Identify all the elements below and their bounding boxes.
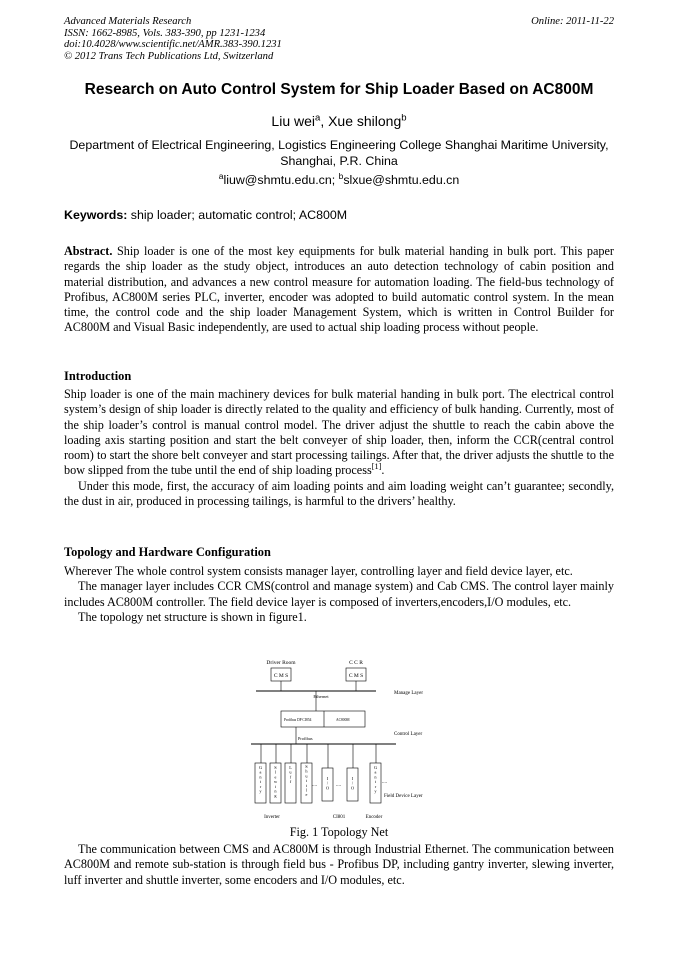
figure-caption: Fig. 1 Topology Net xyxy=(289,825,389,839)
authors xyxy=(40,113,638,129)
author-sup: b xyxy=(401,112,407,124)
fig-label: .... xyxy=(382,780,387,785)
abstract-label: Abstract. xyxy=(64,244,113,258)
affiliation: Department of Electrical Engineering, Logistics Engineering College Shanghai Maritime University, Shanghai, P.R. China xyxy=(69,138,609,168)
emails xyxy=(40,170,638,187)
fig-label: CI801 xyxy=(332,815,346,820)
fig-label: Field Device Layer xyxy=(384,794,423,799)
fig-label: Encoder xyxy=(365,815,383,820)
section-heading: Topology and Hardware Configuration xyxy=(64,545,271,559)
keywords-label: Keywords: xyxy=(64,208,128,222)
header-line: ISSN: 1662-8985, Vols. 383-390, pp 1231-1234 xyxy=(64,27,266,39)
fig-label: I / O xyxy=(325,776,330,791)
fig-label: Manage Layer xyxy=(394,691,424,696)
paragraph: The communication between CMS and AC800M is through Industrial Ethernet. The communication between AC800M and remote sub-station is through field bus - Profibus DP, including gantry inverter, slewing inverter, luff inverter and shuttle inverter, some encoders and I/O modules, etc. xyxy=(64,842,614,887)
fig-label: G a n t r y xyxy=(258,765,263,794)
section-heading: Introduction xyxy=(64,369,132,383)
fig-label: S h u t t l e xyxy=(305,764,308,798)
fig-label: .... xyxy=(312,783,317,788)
fig-label: I / O xyxy=(350,776,355,791)
email: liuw@shmtu.edu.cn; xyxy=(223,173,339,187)
citation[interactable]: [1] xyxy=(371,462,382,472)
author-name: Liu wei xyxy=(271,113,316,129)
fig-label: Profibus DP CI854 xyxy=(284,718,312,722)
email-sup: a xyxy=(218,170,224,181)
fig-label: Control Layer xyxy=(394,732,423,737)
fig-label: Profibus xyxy=(298,736,313,741)
fig-label: .... xyxy=(336,783,341,788)
closing-paragraph xyxy=(64,842,614,888)
introduction-body xyxy=(64,387,614,509)
journal-header xyxy=(64,16,282,62)
paragraph: The manager layer includes CCR CMS(control and manage system) and Cab CMS. The control layer mainly includes AC800M controller. The field device layer is composed of inverters,encoders,I/O modules, etc. xyxy=(64,579,614,609)
fig-label: C M S xyxy=(273,673,289,679)
fig-label: Driver Room xyxy=(266,660,296,666)
fig-label: AC800M xyxy=(336,718,350,722)
paragraph: Ship loader is one of the main machinery devices for bulk material handing in bulk port. The electrical control system’s design of ship loader is directly related to the quality and efficiency of bulk handing. Currently, most of the ship loader’s control is manual control model. The driver adjust the shuttle to reach the cabin above the loading axis starting position and start the belt conveyer of ship loader, then, inform the CCR(central control room) to start the shore belt conveyer and start processing tailings. After that, the driver adjusts the shuttle to the bow slipped from the tube until the end of ship loading process xyxy=(64,387,614,478)
fig-label: L u f f xyxy=(289,765,292,785)
topology-figure xyxy=(246,656,446,822)
author-name: Xue shilong xyxy=(328,113,402,129)
fig-label: Ethernet xyxy=(313,694,329,699)
header-line: Advanced Materials Research xyxy=(64,16,192,27)
fig-label: Inverter xyxy=(264,815,280,820)
fig-label: G a n t r y xyxy=(373,765,378,794)
online-date: Online: 2011-11-22 xyxy=(531,16,614,27)
author-sup: a xyxy=(315,112,321,124)
paper-title: Research on Auto Control System for Ship Loader Based on AC800M xyxy=(84,81,594,98)
email: slxue@shmtu.edu.cn xyxy=(343,173,460,187)
header-line: doi:10.4028/www.scientific.net/AMR.383-390.1231 xyxy=(64,39,282,50)
fig-label: S l e w i n g xyxy=(273,765,278,799)
header-line: © 2012 Trans Tech Publications Ltd, Switzerland xyxy=(64,50,274,62)
author-sep: , xyxy=(320,113,329,129)
abstract xyxy=(64,244,614,336)
paragraph: Under this mode, first, the accuracy of aim loading points and aim loading weight can’t guarantee; secondly, the dust in air, produced in processing tailings, is harmful to the drivers’ healthy. xyxy=(64,478,614,509)
period: . xyxy=(381,463,385,478)
email-sup: b xyxy=(338,170,344,181)
paragraph: Wherever The whole control system consists manager layer, controlling layer and field device layer, etc. xyxy=(64,564,573,578)
topology-body xyxy=(64,564,614,625)
fig-label: C C R xyxy=(349,660,363,666)
abstract-text: Ship loader is one of the most key equipments for bulk material handing in bulk port. This paper regards the ship loader as the study object, introduces an auto detection technology of cabin position and material distribution, and advances a new control measure for automation loading. The field-bus technology of Profibus, AC800M series PLC, inverter, encoder was adopted to build automatic control system. In the mean time, the control code and the ship loader Management System, which is written in Control Builder for AC800M and Visual Basic independently, are used to actual ship loading process without people. xyxy=(64,244,614,335)
paragraph: The topology net structure is shown in figure1. xyxy=(78,609,307,624)
keywords-text: ship loader; automatic control; AC800M xyxy=(127,208,348,222)
fig-label: C M S xyxy=(348,673,364,679)
keywords xyxy=(64,208,347,222)
